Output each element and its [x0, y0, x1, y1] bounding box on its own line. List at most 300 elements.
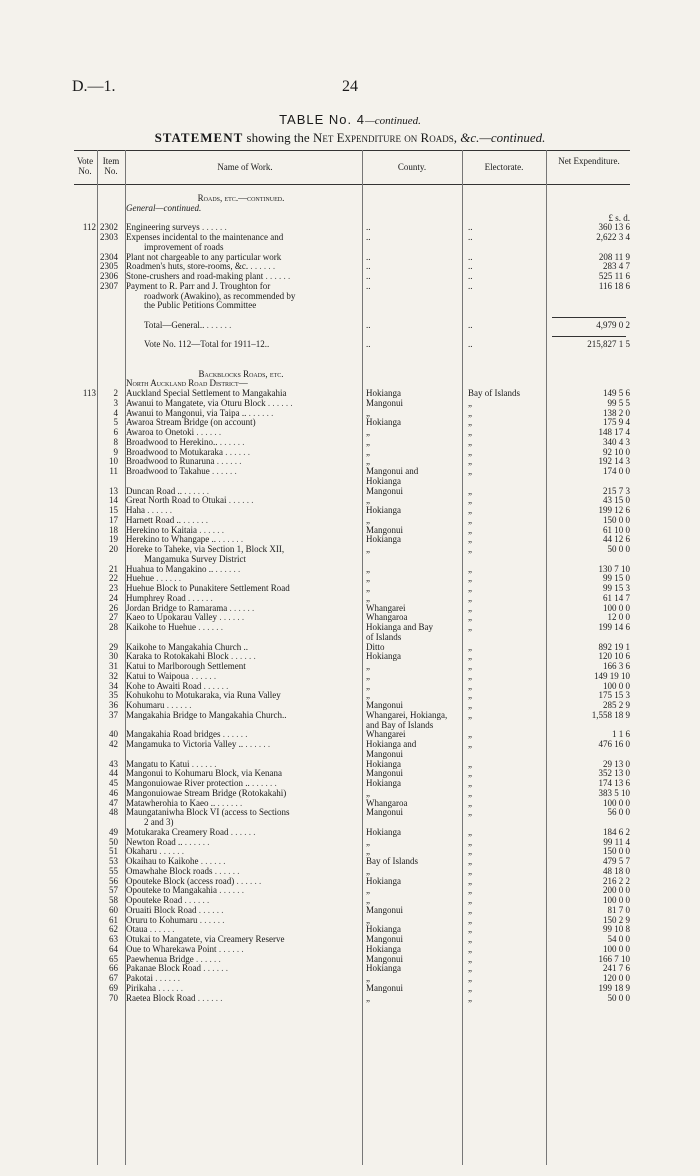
- cell-county: Hokianga: [366, 943, 401, 954]
- cell-name: Roads, etc.—continued.: [197, 193, 285, 203]
- cell-name: Mangatu to Katui . . . . . .: [126, 758, 217, 769]
- cell-county: Mangonui: [366, 485, 403, 496]
- cell-amount: 61 14 7: [603, 592, 630, 603]
- table-row: [74, 281, 630, 291]
- cell-name: Expenses incidental to the maintenance and: [126, 232, 284, 242]
- leader-dots: . . . . . .: [249, 778, 277, 788]
- table-row: [74, 856, 630, 866]
- cell-county: Mangonui: [366, 748, 403, 759]
- cell-county: „: [366, 992, 370, 1003]
- table-row: [74, 622, 630, 632]
- cell-amount: 149 5 6: [603, 388, 630, 398]
- cell-elect: „: [468, 865, 472, 876]
- cell-name: Kohe to Awaiti Road . . . . . .: [126, 680, 229, 691]
- cell-county: „: [366, 690, 370, 701]
- cell-elect: „: [468, 544, 472, 554]
- cell-item: 61: [109, 914, 118, 925]
- cell-amount: 149 19 10: [594, 670, 630, 681]
- cell-name: Kaikohe to Huehue . . . . . .: [126, 622, 223, 632]
- cell-name: Total—General.. . . . . . .: [144, 319, 232, 330]
- table-row: [74, 603, 630, 613]
- cell-name: Kaeo to Upokarau Valley . . . . . .: [126, 612, 245, 623]
- cell-name: Katui to Waipoua . . . . . .: [126, 670, 217, 681]
- cell-elect: „: [468, 446, 472, 457]
- cell-item: 49: [109, 826, 118, 837]
- cell-elect: „: [468, 807, 472, 818]
- cell-county: „: [366, 670, 370, 681]
- cell-item: 18: [109, 524, 118, 535]
- cell-county: Hokianga: [366, 505, 401, 515]
- table-row: [74, 710, 630, 720]
- cell-name: Kohukohu to Motukaraka, via Runa Valley: [126, 690, 281, 701]
- cell-item: 31: [109, 661, 118, 671]
- cell-amount: 175 9 4: [603, 417, 630, 428]
- cell-name: Oruru to Kohumaru . . . . . .: [126, 914, 225, 925]
- total-rule: [552, 317, 626, 318]
- cell-county: „: [366, 427, 370, 437]
- cell-amount: 120 10 6: [598, 651, 630, 662]
- cell-amount: 892 19 1: [598, 641, 630, 652]
- cell-item: 43: [109, 758, 118, 769]
- cell-elect: „: [468, 797, 472, 808]
- cell-county: „: [366, 836, 370, 847]
- table-row: [74, 729, 630, 739]
- cell-county: Hokianga: [366, 417, 401, 428]
- cell-amount: 92 10 0: [603, 446, 630, 457]
- cell-county: „: [366, 973, 370, 983]
- cell-elect: „: [468, 456, 472, 467]
- cell-name: Herekino to Kaitaia . . . . . .: [126, 524, 224, 535]
- cell-name: Pakanae Block Road . . . . . .: [126, 963, 228, 974]
- cell-name: Broadwood to Runaruna . . . . . .: [126, 456, 242, 467]
- table-row: [74, 534, 630, 544]
- leader-dots: . . . . . .: [157, 846, 184, 857]
- cell-elect: ..: [468, 339, 473, 350]
- table-row: [74, 583, 630, 593]
- cell-item: 2307: [100, 280, 118, 291]
- cell-amount: 116 18 6: [598, 280, 630, 291]
- table-row: [74, 690, 630, 700]
- cell-amount: 56 0 0: [607, 807, 630, 818]
- cell-county: „: [366, 846, 370, 857]
- cell-amount: 100 0 0: [603, 943, 630, 954]
- table-row: [74, 768, 630, 778]
- cell-amount: 61 10 0: [603, 524, 630, 535]
- cell-amount: 100 0 0: [603, 797, 630, 808]
- cell-item: 69: [109, 982, 118, 993]
- leader-dots: . . . . . .: [216, 534, 244, 545]
- table-row: [74, 671, 630, 681]
- cell-name: Kohumaru . . . . . .: [126, 700, 192, 710]
- leader-dots: . . . . . .: [147, 924, 175, 935]
- table-row: [74, 905, 630, 915]
- cell-name: Newton Road .. . . . . . .: [126, 836, 210, 847]
- cell-name: Herekino to Whangape .. . . . . . .: [126, 534, 244, 545]
- cell-county: Whangaroa: [366, 612, 408, 623]
- table-row: [74, 632, 630, 642]
- cell-county: ..: [366, 222, 371, 233]
- cell-name: Okaharu . . . . . .: [126, 846, 184, 857]
- table-row: [74, 456, 630, 466]
- cell-item: 10: [109, 456, 118, 467]
- cell-elect: „: [468, 904, 472, 915]
- cell-amount: 43 15 0: [603, 495, 630, 506]
- table-title: TABLE No. 4—continued.: [279, 112, 421, 127]
- cell-elect: „: [468, 982, 472, 993]
- cell-amount: 100 0 0: [603, 680, 630, 691]
- cell-name: Motukaraka Creamery Road . . . . . .: [126, 826, 256, 837]
- leader-dots: . . . . . .: [182, 836, 210, 847]
- cell-county: „: [366, 680, 370, 691]
- table-row: [74, 466, 630, 476]
- leader-dots: . . . . . .: [227, 602, 255, 613]
- cell-item: 11: [109, 466, 118, 476]
- cell-name: Paewhenua Bridge . . . . . .: [126, 953, 221, 964]
- cell-name: Awaroa to Onetoki . . . . . .: [126, 427, 222, 437]
- cell-county: Whangarei, Hokianga,: [366, 709, 448, 720]
- table-row: [74, 369, 630, 379]
- cell-item: 58: [109, 895, 118, 905]
- cell-county: of Islands: [366, 631, 402, 642]
- table-row: [74, 944, 630, 954]
- leader-dots: . . . . . .: [217, 436, 245, 447]
- cell-name: Otukai to Mangatete, via Creamery Reserve: [126, 934, 285, 944]
- cell-item: 20: [109, 544, 118, 554]
- cell-item: 45: [109, 778, 118, 788]
- cell-elect: „: [468, 563, 472, 574]
- leader-dots: . . . . . .: [197, 914, 225, 925]
- table-row: [74, 866, 630, 876]
- cell-county: ..: [366, 251, 371, 262]
- col-county: County.: [397, 162, 427, 172]
- cell-county: Mangonui: [366, 700, 403, 710]
- cell-elect: „: [468, 592, 472, 603]
- cell-county: Mangonui: [366, 768, 403, 779]
- leader-dots: . . . . . .: [196, 524, 224, 535]
- cell-county: Hokianga: [366, 924, 401, 935]
- cell-elect: „: [468, 612, 472, 623]
- leader-dots: . . . . . .: [248, 261, 276, 272]
- cell-county: „: [366, 544, 370, 554]
- cell-elect: „: [468, 622, 472, 632]
- cell-name: Backblocks Roads, etc.: [198, 368, 284, 379]
- cell-name: Broadwood to Takahue . . . . . .: [126, 466, 237, 476]
- leader-dots: . . . . . .: [220, 729, 248, 740]
- cell-county: „: [366, 514, 370, 525]
- cell-county: „: [366, 914, 370, 925]
- cell-amount: 166 3 6: [603, 661, 630, 671]
- cell-amount: 4,979 0 2: [596, 319, 630, 330]
- cell-elect: „: [468, 885, 472, 896]
- leader-dots: . . . . . .: [216, 885, 244, 896]
- cell-amount: 215 7 3: [603, 485, 630, 496]
- cell-elect: „: [468, 466, 472, 476]
- cell-elect: „: [468, 573, 472, 584]
- cell-item: 32: [109, 670, 118, 681]
- cell-elect: „: [468, 924, 472, 935]
- leader-dots: . . . . . .: [180, 514, 208, 525]
- cell-county: „: [366, 456, 370, 467]
- table-row: [74, 525, 630, 535]
- cell-amount: 199 12 6: [598, 505, 630, 515]
- statement-heading: STATEMENT showing the Net Expenditure on Roads, &c.—continued.: [154, 130, 546, 145]
- cell-name: Payment to R. Parr and J. Troughton for: [126, 280, 271, 291]
- cell-name: Horeke to Taheke, via Section 1, Block XII,: [126, 544, 285, 554]
- leader-dots: . . . . . .: [189, 670, 217, 681]
- col-net-expenditure: Net Expenditure.: [558, 156, 620, 166]
- table-row: [74, 954, 630, 964]
- cell-amount: 360 13 6: [598, 222, 630, 233]
- cell-amount: 44 12 6: [603, 534, 630, 545]
- cell-amount: 1 1 6: [612, 729, 630, 740]
- table-row: [74, 320, 630, 330]
- table-body: [74, 193, 630, 1002]
- cell-elect: „: [468, 934, 472, 944]
- cell-name: Haha . . . . . .: [126, 505, 172, 515]
- cell-amount: 184 6 2: [603, 826, 630, 837]
- cell-county: Mangonui: [366, 904, 403, 915]
- cell-name: Broadwood to Herekino.. . . . . . .: [126, 436, 245, 447]
- table-row: [74, 408, 630, 418]
- cell-elect: „: [468, 787, 472, 798]
- cell-county: „: [366, 592, 370, 603]
- table-row: [74, 486, 630, 496]
- cell-item: 65: [109, 953, 118, 964]
- cell-name: Awanui to Mangonui, via Taipa .. . . . . . .: [126, 407, 274, 418]
- cell-name: Opouteke Block (access road) . . . . . .: [126, 875, 262, 886]
- table-row: [74, 983, 630, 993]
- leader-dots: . . . . . .: [226, 495, 254, 506]
- table-row: [74, 261, 630, 271]
- cell-elect: ..: [468, 222, 473, 233]
- cell-name: Vote No. 112—Total for 1911–12..: [144, 339, 270, 350]
- cell-item: 44: [109, 768, 118, 779]
- cell-amount: 199 18 9: [598, 982, 630, 993]
- col-vote: Vote No.: [76, 156, 94, 176]
- cell-name: Humphrey Road . . . . . .: [126, 592, 213, 603]
- cell-name: Auckland Special Settlement to Mangakahia: [126, 388, 287, 398]
- table-row: [74, 759, 630, 769]
- cell-item: 13: [109, 485, 118, 496]
- cell-amount: 192 14 3: [598, 456, 630, 467]
- cell-elect: „: [468, 417, 472, 428]
- cell-name: Pakotai . . . . . .: [126, 973, 180, 983]
- cell-amount: 216 2 2: [603, 875, 630, 886]
- cell-county: Hokianga: [366, 475, 401, 486]
- table-row: [74, 642, 630, 652]
- cell-item: 24: [109, 592, 118, 603]
- cell-county: Mangonui: [366, 807, 403, 818]
- table-row: [74, 300, 630, 310]
- cell-elect: „: [468, 943, 472, 954]
- cell-amount: 383 5 10: [598, 787, 630, 798]
- cell-county: Hokianga: [366, 963, 401, 974]
- cell-elect: ..: [468, 280, 473, 291]
- leader-dots: . . . . . .: [200, 963, 228, 974]
- cell-name: Broadwood to Motukaraka . . . . . .: [126, 446, 250, 457]
- table-row: [74, 310, 630, 320]
- leader-dots: . . . . . .: [217, 612, 245, 623]
- document-reference: D.—1.: [72, 78, 116, 95]
- cell-elect: „: [468, 895, 472, 905]
- table-row: [74, 339, 630, 349]
- table-row: [74, 554, 630, 564]
- leader-dots: . . . . . .: [243, 739, 271, 749]
- cell-item: 62: [109, 924, 118, 935]
- cell-elect: „: [468, 661, 472, 671]
- cell-item: 21: [109, 563, 118, 574]
- leader-dots: . . . . . .: [228, 651, 256, 662]
- cell-name: Raetea Block Road . . . . . .: [126, 992, 223, 1003]
- leader-dots: . . . . . .: [195, 992, 223, 1003]
- cell-amount: 479 5 7: [603, 856, 630, 866]
- cell-item: 63: [109, 934, 118, 944]
- cell-item: 2304: [100, 251, 118, 262]
- cell-county: „: [366, 583, 370, 593]
- cell-elect: „: [468, 992, 472, 1003]
- cell-name: Otaua . . . . . .: [126, 924, 175, 935]
- table-row: [74, 291, 630, 301]
- cell-elect: „: [468, 700, 472, 710]
- table-row: [74, 846, 630, 856]
- cell-item: 3: [113, 397, 118, 408]
- cell-elect: ..: [468, 271, 473, 281]
- table-row: [74, 817, 630, 827]
- table-row: [74, 427, 630, 437]
- leader-dots: . . . . . .: [199, 222, 227, 233]
- table-row: [74, 807, 630, 817]
- cell-county: ..: [366, 232, 371, 242]
- cell-amount: 150 0 0: [603, 514, 630, 525]
- table-row: [74, 798, 630, 808]
- table-row: [74, 242, 630, 252]
- leader-dots: . . . . . .: [215, 797, 243, 808]
- cell-county: ..: [366, 339, 371, 350]
- cell-item: 29: [109, 641, 118, 652]
- cell-elect: „: [468, 778, 472, 788]
- cell-item: 64: [109, 943, 118, 954]
- cell-item: 48: [109, 807, 118, 818]
- leader-dots: . . . . . .: [263, 271, 291, 281]
- cell-item: 50: [109, 836, 118, 847]
- table-row: [74, 778, 630, 788]
- leader-dots: . . . . . .: [204, 319, 232, 330]
- cell-county: Bay of Islands: [366, 856, 418, 866]
- cell-county: Whangarei: [366, 602, 406, 613]
- cell-name: Roadmen's huts, store-rooms, &c. . . . . . .: [126, 261, 276, 272]
- cell-name: Mangamuka Survey District: [144, 553, 246, 564]
- cell-elect: „: [468, 427, 472, 437]
- cell-county: Mangonui: [366, 397, 403, 408]
- leader-dots: . . . . . .: [185, 592, 213, 603]
- cell-elect: „: [468, 436, 472, 447]
- cell-elect: „: [468, 602, 472, 613]
- cell-name: the Public Petitions Committee: [144, 300, 257, 311]
- cell-county: „: [366, 495, 370, 506]
- table-row: [74, 973, 630, 983]
- cell-amount: 199 14 6: [598, 622, 630, 632]
- cell-county: „: [366, 885, 370, 896]
- cell-elect: ..: [468, 261, 473, 272]
- cell-item: 5: [113, 417, 118, 428]
- cell-name: Omawhahe Block roads . . . . . .: [126, 865, 240, 876]
- cell-item: 2305: [100, 261, 118, 272]
- cell-item: 30: [109, 651, 118, 662]
- cell-amount: 352 13 0: [598, 768, 630, 779]
- cell-name: Pirikaha . . . . . .: [126, 982, 183, 993]
- cell-item: 28: [109, 622, 118, 632]
- cell-name: Engineering surveys . . . . . .: [126, 222, 227, 233]
- table-row: [74, 203, 630, 213]
- cell-amount: 120 0 0: [603, 973, 630, 983]
- cell-county: Mangonui: [366, 953, 403, 964]
- total-rule: [552, 336, 626, 337]
- cell-item: 34: [109, 680, 118, 691]
- cell-county: Hokianga and Bay: [366, 622, 433, 632]
- table-row: [74, 573, 630, 583]
- cell-county: Hokianga: [366, 875, 401, 886]
- cell-name: Awaroa Stream Bridge (on account): [126, 417, 256, 428]
- cell-name: Duncan Road .. . . . . . .: [126, 485, 209, 496]
- table-row: [74, 924, 630, 934]
- cell-elect: „: [468, 524, 472, 535]
- table-row: [74, 885, 630, 895]
- cell-name: 2 and 3): [144, 817, 174, 827]
- cell-name: Karaka to Rotokakahi Block . . . . . .: [126, 651, 256, 662]
- leader-dots: . . . . . .: [213, 563, 241, 574]
- table-row: [74, 271, 630, 281]
- cell-name: Mangamuka to Victoria Valley .. . . . . . .: [126, 739, 271, 749]
- cell-county: „: [366, 563, 370, 574]
- cell-item: 19: [109, 534, 118, 545]
- cell-elect: „: [468, 836, 472, 847]
- cell-amount: 148 17 4: [598, 427, 630, 437]
- cell-county: Hokianga: [366, 778, 401, 788]
- table-row: [74, 398, 630, 408]
- leader-dots: . . . . . .: [222, 446, 250, 457]
- cell-item: 55: [109, 865, 118, 876]
- table-row: [74, 447, 630, 457]
- table-row: [74, 749, 630, 759]
- table-row: [74, 388, 630, 398]
- cell-elect: „: [468, 485, 472, 496]
- leader-dots: . . . . . .: [216, 943, 244, 954]
- cell-county: Hokianga: [366, 534, 401, 545]
- cell-county: „: [366, 436, 370, 447]
- table-row: [74, 651, 630, 661]
- cell-name: Mangakahia Bridge to Mangakahia Church..: [126, 709, 287, 720]
- cell-item: 8: [113, 436, 118, 447]
- leader-dots: . . . . . .: [145, 505, 172, 515]
- cell-item: 17: [109, 514, 118, 525]
- table-row: [74, 661, 630, 671]
- cell-elect: ..: [468, 319, 473, 330]
- cell-amount: 241 7 6: [603, 963, 630, 974]
- cell-amount: 100 0 0: [603, 895, 630, 905]
- cell-county: „: [366, 407, 370, 418]
- cell-elect: „: [468, 407, 472, 418]
- cell-county: and Bay of Islands: [366, 719, 434, 730]
- cell-elect: „: [468, 690, 472, 701]
- cell-amount: 99 11 4: [603, 836, 630, 847]
- cell-county: Hokianga: [366, 651, 401, 662]
- cell-name: Huehue Block to Punakitere Settlement Road: [126, 583, 290, 593]
- cell-name: Kaikohe to Mangakahia Church ..: [126, 641, 248, 652]
- table-row: [74, 720, 630, 730]
- table-row: [74, 788, 630, 798]
- cell-amount: 138 2 0: [603, 407, 630, 418]
- cell-item: 26: [109, 602, 118, 613]
